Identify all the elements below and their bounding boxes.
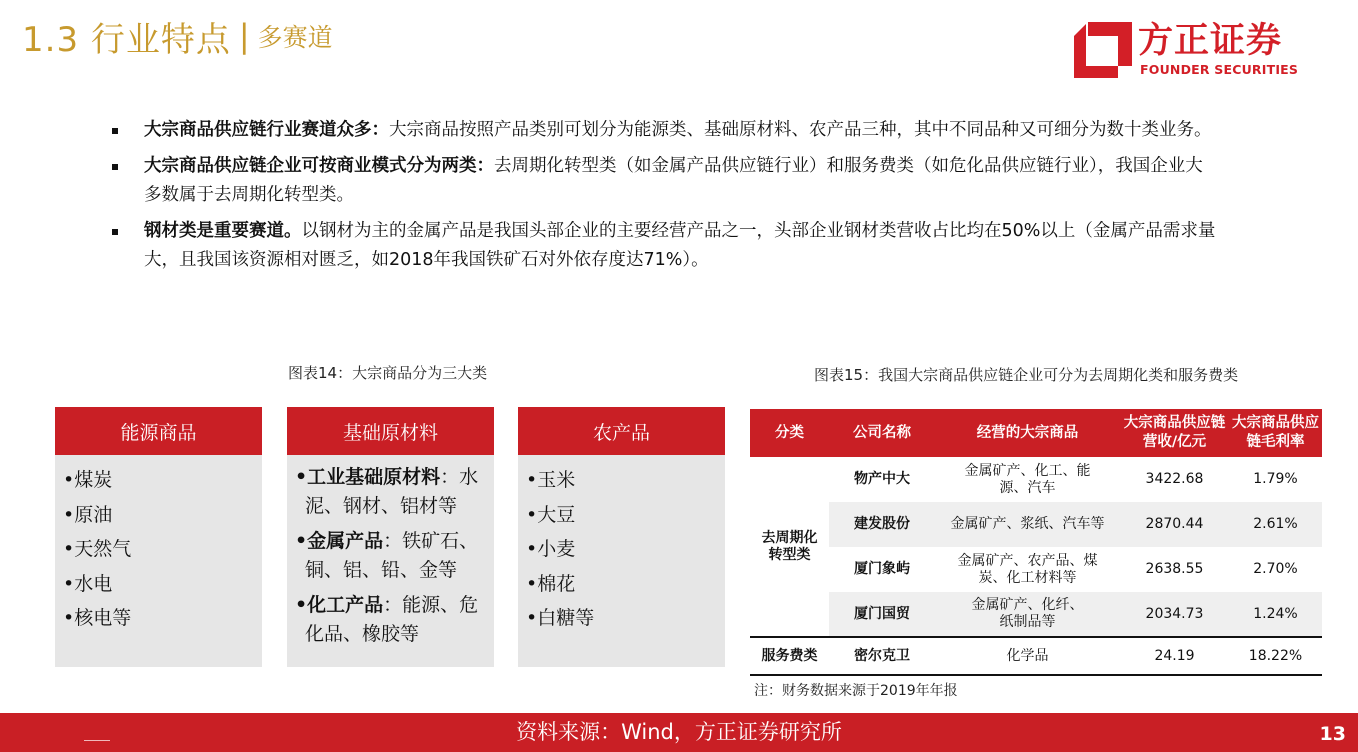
table-revenue-cell: 2638.55 xyxy=(1145,561,1204,577)
table-company-cell: 物产中大 xyxy=(854,471,910,487)
category-item-bold: •工业基础原材料 xyxy=(295,466,441,488)
table-row xyxy=(750,637,1322,675)
founder-securities-logo xyxy=(1074,22,1304,80)
company-table xyxy=(750,409,1322,676)
category-item: •原油 xyxy=(63,503,113,526)
category-item-bold: •金属产品 xyxy=(295,530,384,552)
table-goods-cell: 化学品 xyxy=(935,637,1120,675)
category-item xyxy=(295,463,494,521)
table-goods-cell: 金属矿产、农产品、煤炭、化工材料等 xyxy=(957,552,1098,586)
table-margin-cell: 1.79% xyxy=(1253,471,1298,487)
title-subtitle: 多赛道 xyxy=(257,23,333,52)
table-margin-cell: 2.70% xyxy=(1253,561,1298,577)
category-box-title: 基础原材料 xyxy=(287,407,494,455)
category-box-agriculture xyxy=(518,407,725,667)
table-header-cell: 公司名称 xyxy=(829,409,935,457)
table-category-cell: 去周期化转型类 xyxy=(750,457,829,637)
bullet-marker xyxy=(112,229,118,235)
title-main: 1.3 行业特点 xyxy=(22,19,231,60)
bullet-item xyxy=(108,116,1218,145)
table-goods-cell: 金属矿产、浆纸、汽车等 xyxy=(935,502,1120,547)
category-box-energy xyxy=(55,407,262,667)
table-goods-cell: 金属矿产、化纤、纸制品等 xyxy=(935,592,1120,637)
table-revenue-cell: 2034.73 xyxy=(1120,592,1229,637)
category-box-materials xyxy=(287,407,494,667)
table-row xyxy=(750,592,1322,637)
table-revenue-cell: 2870.44 xyxy=(1120,502,1229,547)
category-item-text: ：能源、危化品、橡胶等 xyxy=(305,594,479,645)
footer-source: 资料来源：Wind，方正证券研究所 xyxy=(516,720,842,744)
category-item: •白糖等 xyxy=(526,607,595,629)
category-item: •核电等 xyxy=(63,607,132,629)
table-margin-cell: 2.61% xyxy=(1229,502,1322,547)
category-box-title: 能源商品 xyxy=(55,407,262,455)
category-item xyxy=(295,591,494,649)
page-number: 13 xyxy=(1319,723,1346,745)
table-company-cell: 建发股份 xyxy=(829,502,935,547)
bullet-text: 去周期化转型类（如金属产品供应链行业）和服务费类（如危化品供应链行业），我国企业大多数属于去周期化转型类。 xyxy=(144,156,1203,205)
bullet-bold: 大宗商品供应链行业赛道众多： xyxy=(144,120,389,140)
logo-mark-icon xyxy=(1074,22,1132,78)
table-header-row xyxy=(750,409,1322,457)
table-company-cell: 密尔克卫 xyxy=(829,637,935,675)
table-company-cell: 厦门象屿 xyxy=(854,561,910,577)
category-item: •煤炭 xyxy=(63,469,113,491)
category-item: •大豆 xyxy=(526,503,576,526)
category-item: •玉米 xyxy=(526,469,576,491)
table-header-cell: 分类 xyxy=(750,409,829,457)
table-note: 注：财务数据来源于2019年年报 xyxy=(754,683,958,699)
table-row xyxy=(750,502,1322,547)
category-item: •小麦 xyxy=(526,538,576,560)
table-header-cell: 经营的大宗商品 xyxy=(935,409,1120,457)
table-row xyxy=(750,547,1322,592)
category-box-title: 农产品 xyxy=(518,407,725,455)
footer-bar xyxy=(0,713,1358,752)
table-header-cell: 大宗商品供应链营收/亿元 xyxy=(1120,409,1229,457)
category-item: •棉花 xyxy=(526,572,576,595)
bullet-bold: 大宗商品供应链企业可按商业模式分为两类： xyxy=(144,156,494,176)
bullet-bold: 钢材类是重要赛道。 xyxy=(144,221,302,241)
category-item-bold: •化工产品 xyxy=(295,594,384,616)
bullet-text: 大宗商品按照产品类别可划分为能源类、基础原材料、农产品三种，其中不同品种又可细分为数十类业务。 xyxy=(389,120,1212,140)
table-company-cell: 厦门国贸 xyxy=(829,592,935,637)
table-category-cell: 服务费类 xyxy=(750,637,829,675)
title-separator: | xyxy=(238,17,250,55)
bullet-list xyxy=(108,116,1218,282)
bullet-marker xyxy=(112,164,118,170)
table-margin-cell: 18.22% xyxy=(1229,637,1322,675)
category-item: •天然气 xyxy=(63,538,132,560)
category-item: •水电 xyxy=(63,572,113,595)
bullet-item xyxy=(108,217,1218,275)
logo-text-cn: 方正证券 xyxy=(1138,21,1283,61)
category-item xyxy=(295,527,494,585)
table-margin-cell: 1.24% xyxy=(1229,592,1322,637)
figure15-caption: 图表15：我国大宗商品供应链企业可分为去周期化类和服务费类 xyxy=(814,366,1239,384)
category-item-text: ：铁矿石、铜、铝、铅、金等 xyxy=(305,530,479,581)
logo-text-en: FOUNDER SECURITIES xyxy=(1140,62,1299,77)
table-revenue-cell: 24.19 xyxy=(1120,637,1229,675)
table-revenue-cell: 3422.68 xyxy=(1145,471,1204,487)
table-row xyxy=(750,457,1322,502)
category-item-text: ：水泥、钢材、铝材等 xyxy=(305,466,479,517)
page-title xyxy=(22,14,333,58)
figure14-caption: 图表14：大宗商品分为三大类 xyxy=(288,364,488,382)
bullet-marker xyxy=(112,128,118,134)
table-goods-cell: 金属矿产、化工、能源、汽车 xyxy=(964,462,1091,496)
bullet-text: 以钢材为主的金属产品是我国头部企业的主要经营产品之一，头部企业钢材类营收占比均在50%以上（金属产品需求量大，且我国该资源相对匮乏，如2018年我国铁矿石对外依存度达71%）。 xyxy=(144,221,1216,270)
table-header-cell: 大宗商品供应链毛利率 xyxy=(1229,409,1322,457)
bullet-item xyxy=(108,152,1218,210)
